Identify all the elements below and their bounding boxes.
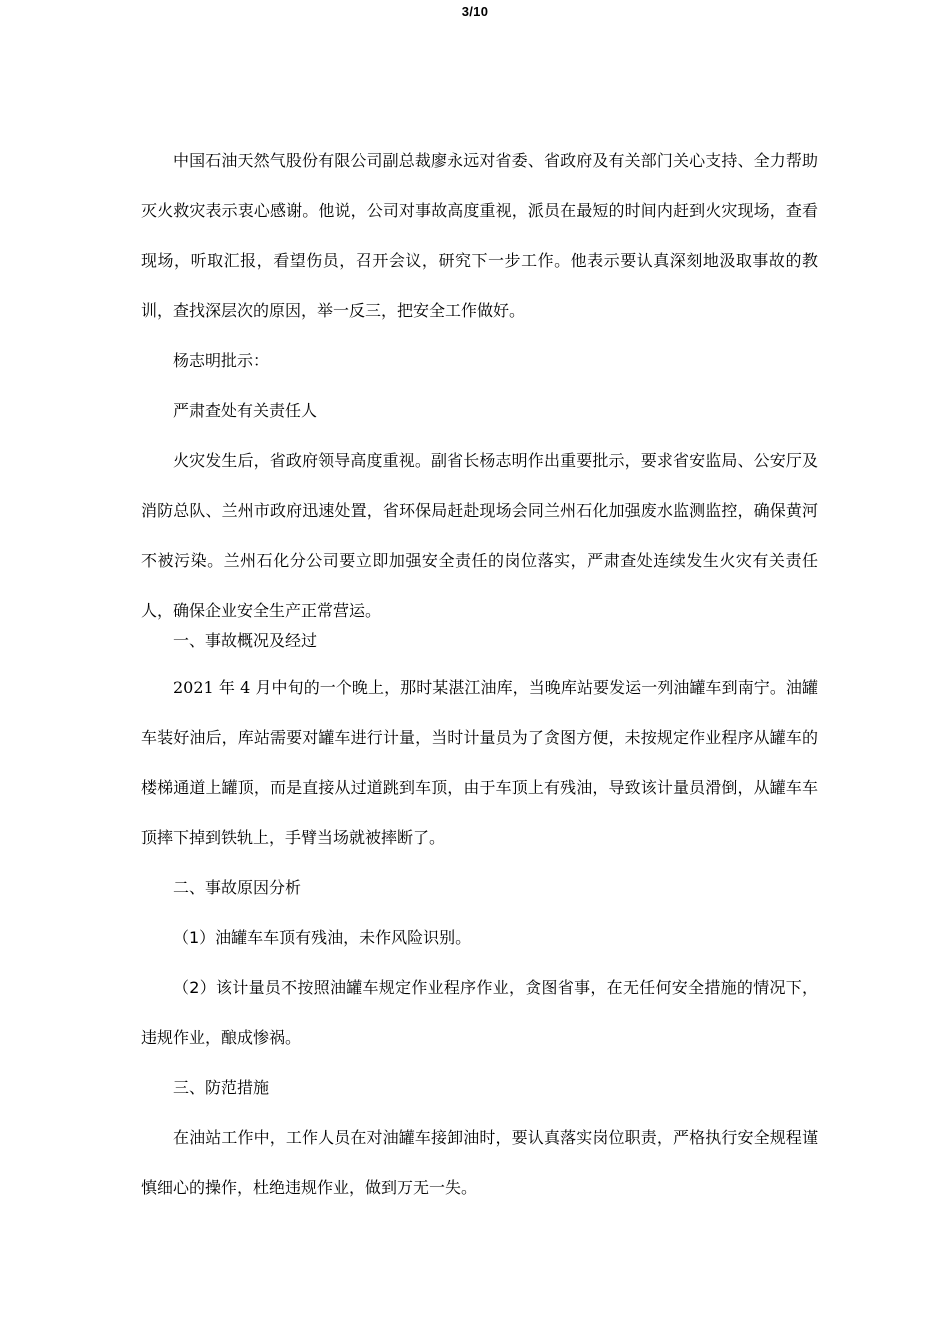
- text-fragment: 年: [213, 678, 241, 697]
- year-value: 2021: [173, 678, 214, 697]
- paragraph-cause-2: （2）该计量员不按照油罐车规定作业程序作业，贪图省事，在无任何安全措施的情况下，违规作业，酿成惨祸。: [141, 978, 818, 1047]
- page-number: 3/10: [461, 4, 489, 19]
- section-heading-overview: 一、事故概况及经过: [173, 631, 318, 650]
- month-value: 4: [240, 678, 251, 697]
- paragraph-cause-1: （1）油罐车车顶有残油，未作风险识别。: [173, 928, 472, 947]
- section-heading-prevention: 三、防范措施: [173, 1078, 270, 1097]
- document-body: [141, 136, 818, 1213]
- paragraph-instruction-title: 严肃查处有关责任人: [173, 401, 318, 420]
- paragraph-instruction-label: 杨志明批示：: [173, 351, 270, 370]
- paragraph-government-response: 火灾发生后，省政府领导高度重视。副省长杨志明作出重要批示，要求省安监局、公安厅及消防总队、兰州市政府迅速处置，省环保局赶赴现场会同兰州石化加强废水监测监控，确保黄河不被污染。兰州石化分公司要立即加强安全责任的岗位落实，严肃查处连续发生火灾有关责任人，确保企业安全生产正常营运。: [141, 451, 818, 620]
- text-fragment: 月中旬的一个晚上，那时某湛江油库，当晚库站要发运一列油罐车到南宁。油罐车装好油后，库站需要对罐车进行计量，当时计量员为了贪图方便，未按规定作业程序从罐车的楼梯通道上罐顶，而是直接从过道跳到车顶，由于车顶上有残油，导致该计量员滑倒，从罐车车顶摔下掉到铁轨上，手臂当场就被摔断了。: [141, 678, 818, 847]
- section-heading-causes: 二、事故原因分析: [173, 878, 302, 897]
- paragraph-accident-overview: [141, 663, 818, 863]
- paragraph-company-response: 中国石油天然气股份有限公司副总裁廖永远对省委、省政府及有关部门关心支持、全力帮助灭火救灾表示衷心感谢。他说，公司对事故高度重视，派员在最短的时间内赶到火灾现场，查看现场，听取汇报，看望伤员，召开会议，研究下一步工作。他表示要认真深刻地汲取事故的教训，查找深层次的原因，举一反三，把安全工作做好。: [141, 151, 818, 320]
- paragraph-prevention-measures: 在油站工作中，工作人员在对油罐车接卸油时，要认真落实岗位职责，严格执行安全规程谨慎细心的操作，杜绝违规作业，做到万无一失。: [141, 1128, 818, 1197]
